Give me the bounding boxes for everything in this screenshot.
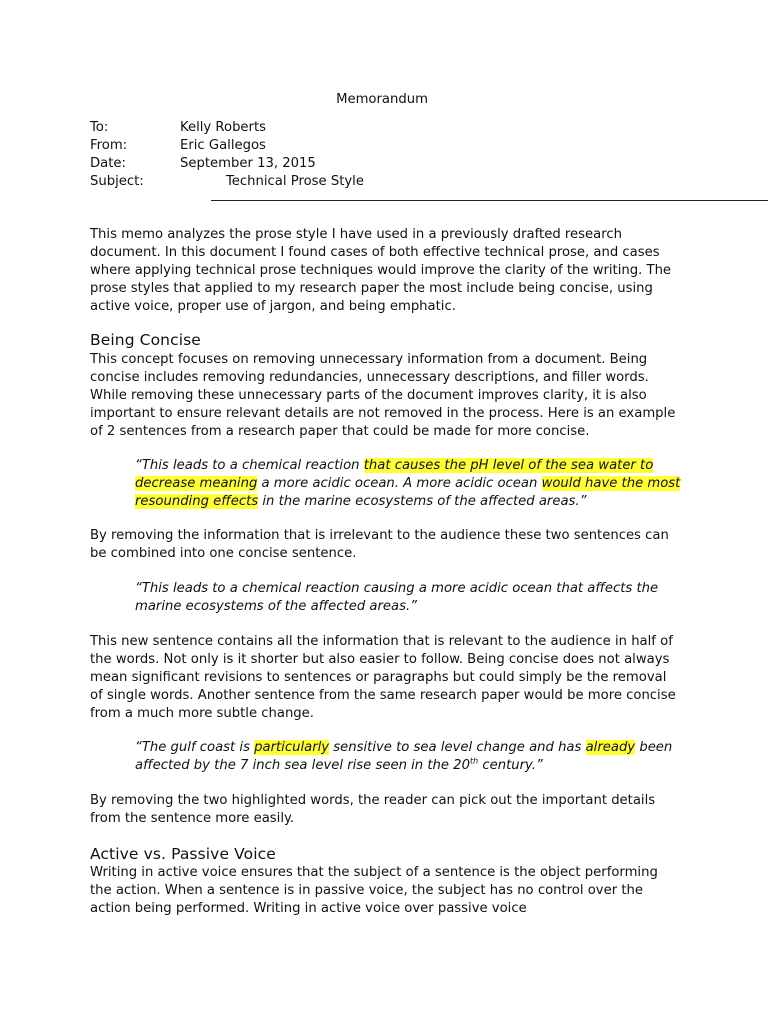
quote-1-text-a: “This leads to a chemical reaction [135,458,364,473]
to-value: Kelly Roberts [180,120,267,135]
quote-3-text-a: “The gulf coast is [135,740,255,755]
quote-1-highlight-1: that causes the pH level of the sea water to decrease meaning [135,458,654,491]
concise-paragraph-3: This new sentence contains all the information that is relevant to the audience in half of the words. Not only is it shorter but also easier to follow. Being concise does not always mean significant revisions to sentences or paragraphs but could simply be the removal of single words. Another sentence from the same research paper would be more concise from a much more subtle change. [90,634,676,721]
heading-active-passive: Active vs. Passive Voice [90,845,276,863]
quote-1-text-c: in the marine ecosystems of the affected areas.” [258,494,587,509]
to-label: To: [90,120,109,135]
intro-paragraph: This memo analyzes the prose style I have used in a previously drafted research document. In this document I found cases of both effective technical prose, and cases where applying technical prose techniques would improve the clarity of the writing. The prose styles that applied to my research paper the most include being concise, using active voice, proper use of jargon, and being emphatic. [90,227,672,314]
quote-3-highlight-1: particularly [254,740,330,755]
header-divider [211,200,768,201]
example-quote-1 [135,457,685,511]
concise-paragraph-1: This concept focuses on removing unnecessary information from a document. Being concise includes removing redundancies, unnecessary descriptions, and filler words. While removing these unnecessary parts of the document improves clarity, it is also important to ensure relevant details are not removed in the process. Here is an example of 2 sentences from a research paper that could be made for more concise. [90,352,676,439]
subject-value: Technical Prose Style [226,174,364,189]
heading-being-concise: Being Concise [90,331,201,349]
date-value: September 13, 2015 [180,156,316,171]
quote-3-text-c: been affected by the 7 inch sea level rise seen in the 20 [135,740,673,773]
concise-paragraph-2: By removing the information that is irrelevant to the audience these two sentences can be combined into one concise sentence. [90,528,669,561]
quote-3-text-d: century.” [478,758,543,773]
active-paragraph-1: Writing in active voice ensures that the subject of a sentence is the object performing the action. When a sentence is in passive voice, the subject has no control over the action being performed. Writing in active voice over passive voice [90,865,658,916]
quote-1-text-b: a more acidic ocean. A more acidic ocean [257,476,542,491]
date-label: Date: [90,156,126,171]
subject-label: Subject: [90,174,144,189]
quote-1-highlight-2: would have the most resounding effects [135,476,681,509]
quote-3-text-b: sensitive to sea level change and has [329,740,586,755]
from-value: Eric Gallegos [180,138,266,153]
concise-paragraph-4: By removing the two highlighted words, the reader can pick out the important details from the sentence more easily. [90,793,656,826]
from-label: From: [90,138,128,153]
quote-3-highlight-2: already [585,740,636,755]
quote-3-superscript: th [469,756,479,766]
example-quote-2: “This leads to a chemical reaction causing a more acidic ocean that affects the marine ecosystems of the affected areas.” [135,581,659,614]
example-quote-3 [135,739,685,775]
memo-title: Memorandum [336,92,428,107]
